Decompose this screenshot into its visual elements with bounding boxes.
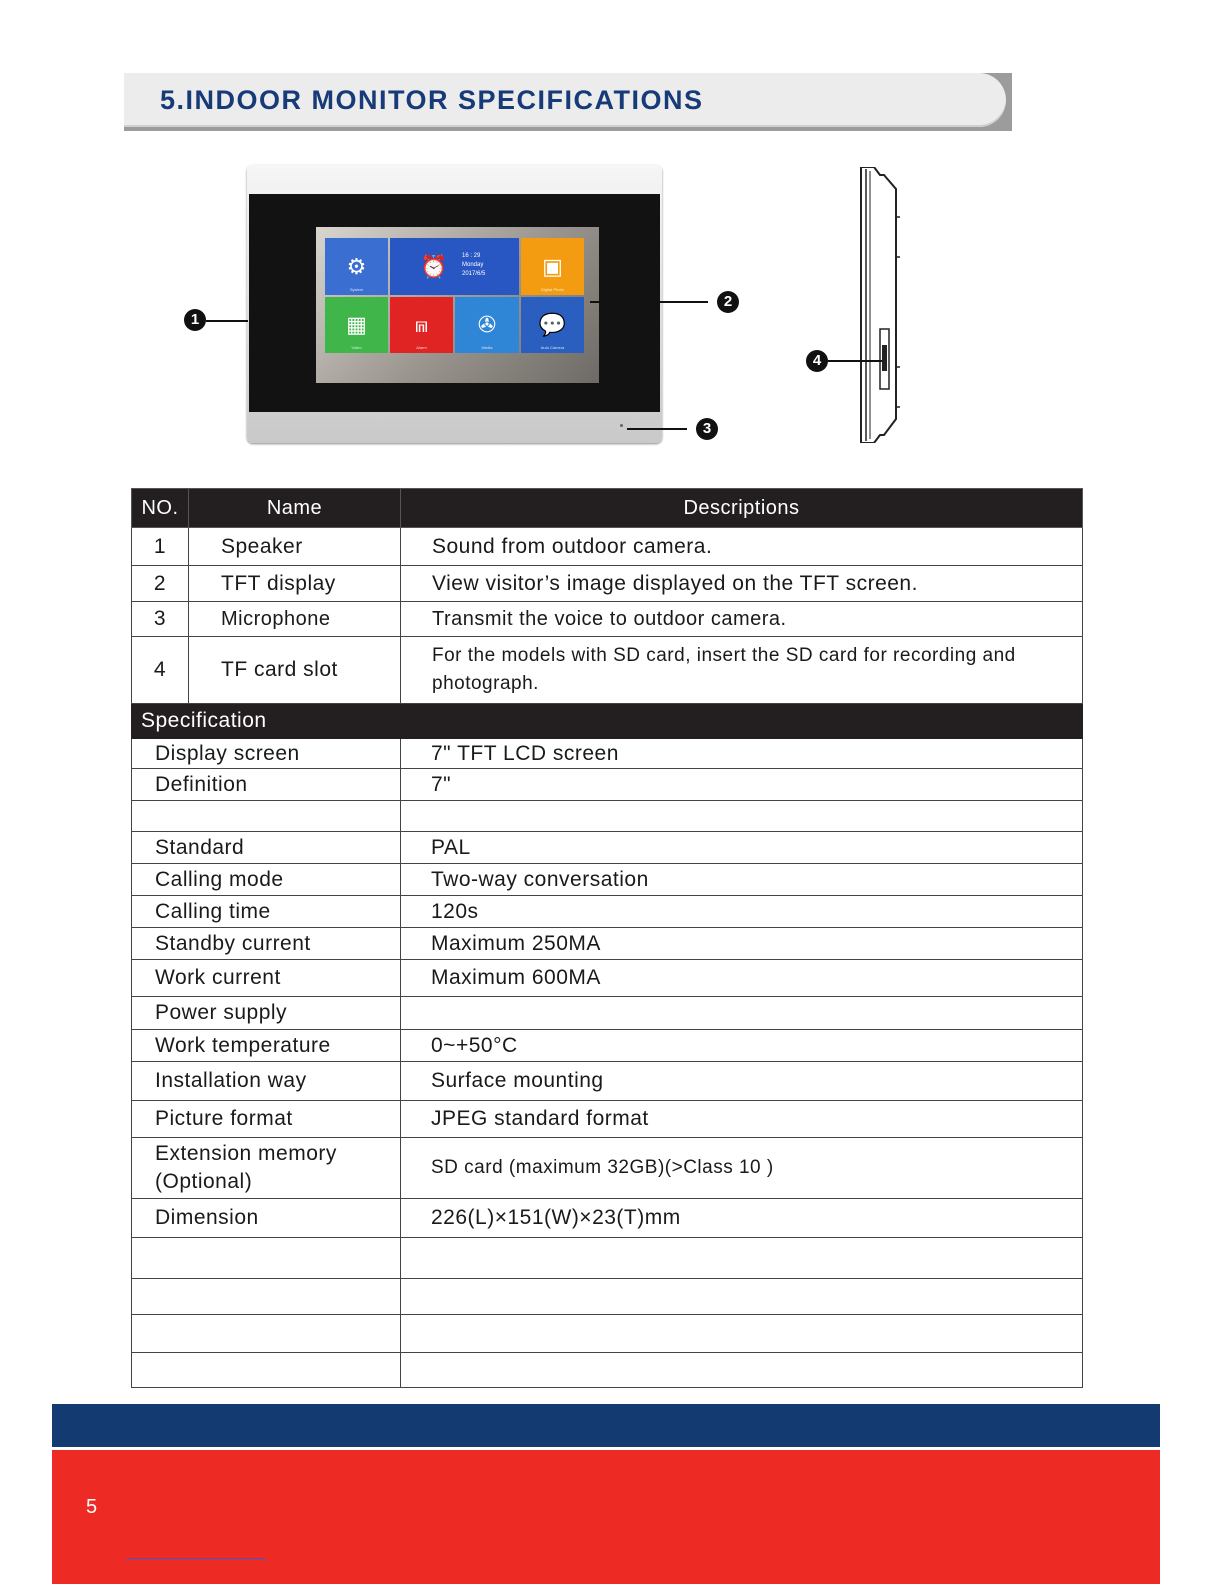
- spec-value: [401, 997, 1083, 1030]
- header-name: Name: [189, 489, 401, 528]
- spec-name: Standby current: [132, 928, 401, 960]
- tile-label: Auto Camera: [540, 345, 565, 350]
- spec-name: Standard: [132, 832, 401, 864]
- tile-digital-photo: [521, 238, 584, 295]
- spec-value: [401, 801, 1083, 832]
- tile-media: [455, 297, 519, 353]
- spec-value: Maximum 600MA: [401, 960, 1083, 997]
- part-no: 1: [132, 528, 189, 566]
- table-header-row: [132, 489, 1083, 528]
- table-row: [132, 928, 1083, 960]
- table-row: [132, 1030, 1083, 1062]
- spec-name: Display screen: [132, 739, 401, 769]
- spec-value: 120s: [401, 896, 1083, 928]
- spec-name: Extension memory (Optional): [132, 1138, 401, 1199]
- table-row: [132, 1138, 1083, 1199]
- monitor-front-view: [247, 165, 662, 443]
- table-row: [132, 602, 1083, 637]
- header-no: NO.: [132, 489, 189, 528]
- chat-icon: 💬: [538, 312, 567, 337]
- spec-value: JPEG standard format: [401, 1101, 1083, 1138]
- table-row: [132, 769, 1083, 801]
- film-reel-icon: ✇: [477, 312, 497, 337]
- footer-blue-band: [52, 1404, 1160, 1447]
- callout-1: 1: [184, 309, 206, 331]
- spec-name: [132, 801, 401, 832]
- callout-1-line: [206, 320, 248, 322]
- part-no: 2: [132, 566, 189, 602]
- clock-day: Monday: [462, 262, 484, 268]
- tile-label: System: [349, 287, 364, 292]
- spec-section-title: Specification: [132, 704, 1083, 739]
- spec-value: SD card (maximum 32GB)(>Class 10 ): [401, 1138, 1083, 1199]
- part-no: 4: [132, 637, 189, 704]
- part-name: Microphone: [189, 602, 401, 637]
- spec-value: 7" TFT LCD screen: [401, 739, 1083, 769]
- section-title: 5.INDOOR MONITOR SPECIFICATIONS: [160, 85, 704, 115]
- siren-icon: ⩎: [415, 312, 428, 337]
- table-row-empty: [132, 1279, 1083, 1315]
- callout-3: 3: [696, 418, 718, 440]
- spec-value: Maximum 250MA: [401, 928, 1083, 960]
- part-description: Sound from outdoor camera.: [401, 528, 1083, 566]
- monitor-screen: [316, 227, 599, 383]
- section-banner: [124, 73, 1012, 131]
- spec-name: Calling mode: [132, 864, 401, 896]
- tile-system: [325, 238, 388, 295]
- spec-name: Definition: [132, 769, 401, 801]
- header-descriptions: Descriptions: [401, 489, 1083, 528]
- tile-auto-camera: [521, 297, 584, 353]
- callout-2: 2: [717, 291, 739, 313]
- table-row-empty: [132, 1353, 1083, 1388]
- part-no: 3: [132, 602, 189, 637]
- table-row: [132, 801, 1083, 832]
- photo-icon: ▣: [542, 253, 563, 279]
- part-name: Speaker: [189, 528, 401, 566]
- spec-name: Power supply: [132, 997, 401, 1030]
- spec-value: 0~+50°C: [401, 1030, 1083, 1062]
- spec-value: Surface mounting: [401, 1062, 1083, 1101]
- table-row: [132, 896, 1083, 928]
- spec-name: Work current: [132, 960, 401, 997]
- grid-icon: ▦: [346, 312, 367, 337]
- alarm-clock-icon: ⏰: [420, 253, 448, 279]
- footer-underline: [126, 1558, 266, 1559]
- page-number: 5: [86, 1496, 98, 1518]
- section-banner-face: [124, 73, 1006, 127]
- table-row: [132, 960, 1083, 997]
- table-row-empty: [132, 1315, 1083, 1353]
- part-description: Transmit the voice to outdoor camera.: [401, 602, 1083, 637]
- tile-alarm: [390, 297, 453, 353]
- monitor-side-view: [860, 167, 900, 443]
- gear-icon: ⚙: [346, 253, 367, 279]
- tile-label: Media: [481, 345, 493, 350]
- spec-name: Picture format: [132, 1101, 401, 1138]
- tile-label: Digital Photo: [541, 287, 564, 292]
- footer-red-band: [52, 1450, 1160, 1584]
- spec-name: Work temperature: [132, 1030, 401, 1062]
- tile-label: Alarm: [416, 345, 427, 350]
- spec-name: Dimension: [132, 1199, 401, 1238]
- spec-value: PAL: [401, 832, 1083, 864]
- table-row: [132, 566, 1083, 602]
- table-row: [132, 997, 1083, 1030]
- part-description: View visitor’s image displayed on the TFT screen.: [401, 566, 1083, 602]
- clock-text: [462, 252, 485, 279]
- table-row: [132, 1199, 1083, 1238]
- table-row: [132, 864, 1083, 896]
- spec-value: 226(L)×151(W)×23(T)mm: [401, 1199, 1083, 1238]
- table-row: [132, 739, 1083, 769]
- callout-2-line: [590, 301, 708, 303]
- table-row: [132, 1101, 1083, 1138]
- part-name: TFT display: [189, 566, 401, 602]
- spec-value: Two-way conversation: [401, 864, 1083, 896]
- spec-name: Calling time: [132, 896, 401, 928]
- monitor-bezel: [249, 194, 660, 412]
- callout-4: 4: [806, 350, 828, 372]
- part-description: For the models with SD card, insert the SD card for recording and photograph.: [401, 637, 1083, 704]
- clock-date: 2017/6/5: [462, 271, 486, 277]
- tile-video: [325, 297, 388, 353]
- tile-label: Video: [351, 345, 362, 350]
- table-row-empty: [132, 1238, 1083, 1279]
- spec-value: 7": [401, 769, 1083, 801]
- spec-section-row: [132, 704, 1083, 739]
- spec-table: [131, 488, 1083, 1388]
- callout-4-line: [828, 360, 882, 362]
- table-row: [132, 528, 1083, 566]
- callout-3-line: [627, 428, 687, 430]
- table-row: [132, 832, 1083, 864]
- spec-name: Installation way: [132, 1062, 401, 1101]
- clock-time: 16 : 29: [462, 253, 481, 259]
- tile-clock: [390, 238, 519, 295]
- table-row: [132, 637, 1083, 704]
- microphone-hole: [620, 424, 623, 427]
- part-name: TF card slot: [189, 637, 401, 704]
- table-row: [132, 1062, 1083, 1101]
